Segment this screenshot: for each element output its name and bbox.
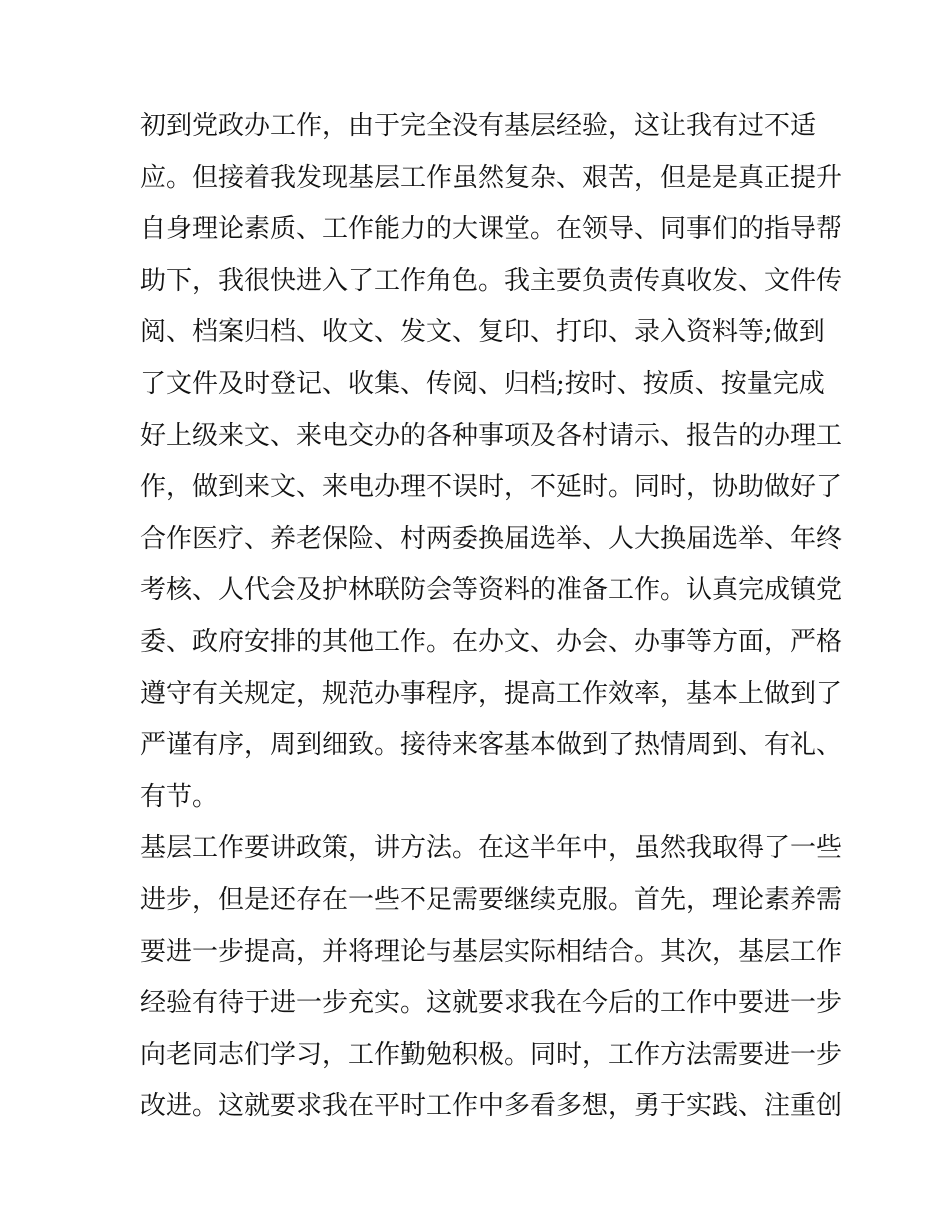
text-line: 应。但接着我发现基层工作虽然复杂、艰苦，但是是真正提升 xyxy=(140,162,843,193)
text-line: 有节。 xyxy=(140,781,219,812)
text-line: 经验有待于进一步充实。这就要求我在今后的工作中要进一步 xyxy=(140,988,843,1019)
text-line: 了文件及时登记、收集、传阅、归档;按时、按质、按量完成 xyxy=(140,368,825,399)
text-line: 初到党政办工作，由于完全没有基层经验，这让我有过不适 xyxy=(140,111,817,141)
text-line: 要进一步提高，并将理论与基层实际相结合。其次，基层工作 xyxy=(140,936,843,967)
text-line: 自身理论素质、工作能力的大课堂。在领导、同事们的指导帮 xyxy=(140,214,843,245)
text-line: 作，做到来文、来电办理不误时，不延时。同时，协助做好了 xyxy=(140,472,843,503)
text-line: 向老同志们学习，工作勤勉积极。同时，工作方法需要进一步 xyxy=(140,1039,843,1070)
text-line: 基层工作要讲政策，讲方法。在这半年中，虽然我取得了一些 xyxy=(140,833,843,864)
text-line: 进步，但是还存在一些不足需要继续克服。首先，理论素养需 xyxy=(140,884,843,915)
text-line: 遵守有关规定，规范办事程序，提高工作效率，基本上做到了 xyxy=(140,678,843,709)
text-line: 严谨有序，周到细致。接待来客基本做到了热情周到、有礼、 xyxy=(140,730,843,761)
text-line: 委、政府安排的其他工作。在办文、办会、办事等方面，严格 xyxy=(140,626,843,657)
document-body xyxy=(140,101,843,1133)
text-line: 好上级来文、来电交办的各种事项及各村请示、报告的办理工 xyxy=(140,420,843,451)
text-line: 考核、人代会及护林联防会等资料的准备工作。认真完成镇党 xyxy=(140,575,843,606)
text-line: 阅、档案归档、收文、发文、复印、打印、录入资料等;做到 xyxy=(140,317,825,348)
text-line: 助下，我很快进入了工作角色。我主要负责传真收发、文件传 xyxy=(140,265,843,296)
text-line: 改进。这就要求我在平时工作中多看多想，勇于实践、注重创 xyxy=(140,1091,843,1122)
text-line: 合作医疗、养老保险、村两委换届选举、人大换届选举、年终 xyxy=(140,523,843,554)
